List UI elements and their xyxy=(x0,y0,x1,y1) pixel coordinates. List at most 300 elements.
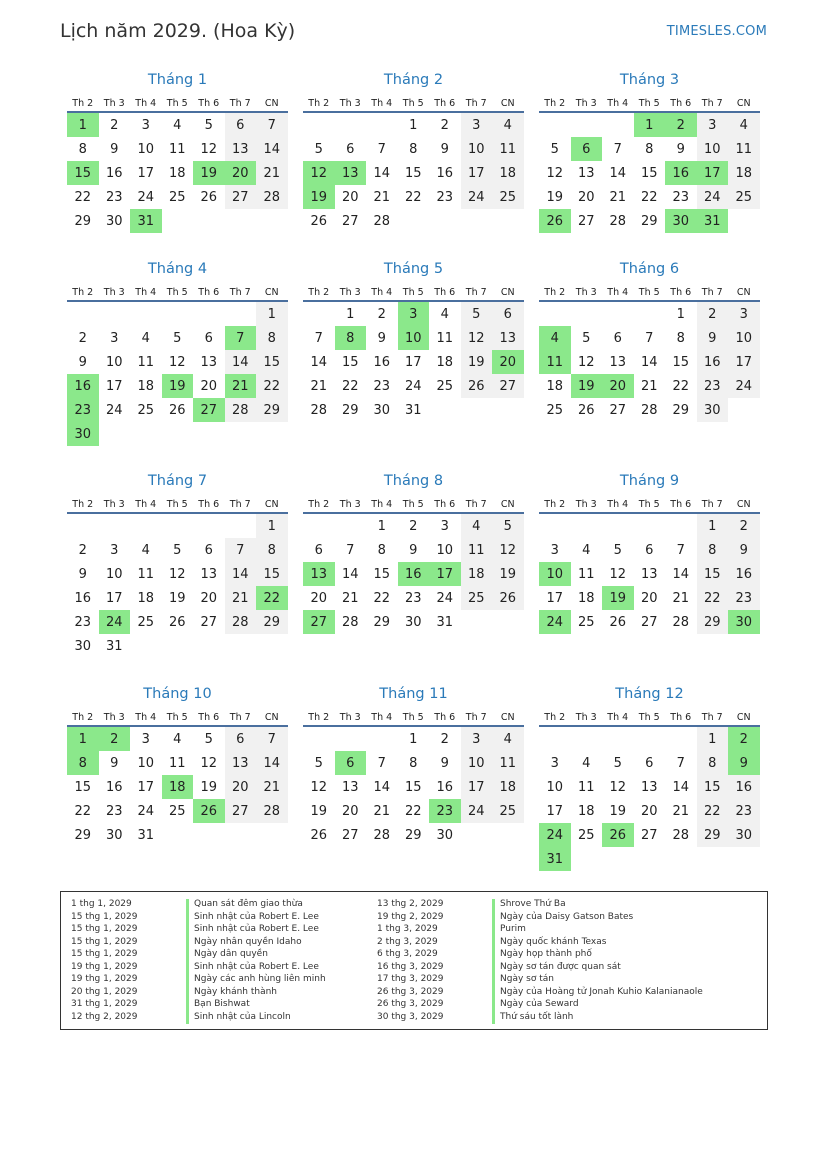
day-cell[interactable]: 19 xyxy=(461,350,493,374)
holiday-day-cell[interactable]: 15 xyxy=(67,161,99,185)
day-cell[interactable]: 18 xyxy=(728,161,760,185)
holiday-day-cell[interactable]: 1 xyxy=(634,113,666,137)
day-cell[interactable]: 28 xyxy=(310,402,328,418)
day-cell[interactable]: 6 xyxy=(204,330,213,346)
day-cell[interactable]: 13 xyxy=(200,354,218,370)
day-cell[interactable]: 16 xyxy=(436,779,454,795)
day-cell[interactable]: 3 xyxy=(440,518,449,534)
day-cell[interactable]: 15 xyxy=(256,562,288,586)
day-cell[interactable]: 22 xyxy=(672,378,690,394)
holiday-day-cell[interactable]: 30 xyxy=(665,209,697,233)
day-cell[interactable]: 9 xyxy=(409,542,418,558)
day-cell[interactable]: 23 xyxy=(105,189,123,205)
day-cell[interactable]: 10 xyxy=(137,141,155,157)
day-cell[interactable]: 18 xyxy=(137,590,155,606)
day-cell[interactable]: 29 xyxy=(672,402,690,418)
day-cell[interactable]: 18 xyxy=(492,161,524,185)
day-cell[interactable]: 28 xyxy=(256,799,288,823)
holiday-day-cell[interactable]: 8 xyxy=(335,326,367,350)
day-cell[interactable]: 20 xyxy=(200,378,218,394)
day-cell[interactable]: 20 xyxy=(225,775,257,799)
day-cell[interactable]: 29 xyxy=(341,402,359,418)
day-cell[interactable]: 25 xyxy=(137,614,155,630)
day-cell[interactable]: 20 xyxy=(577,189,595,205)
day-cell[interactable]: 3 xyxy=(141,117,150,133)
day-cell[interactable]: 21 xyxy=(341,590,359,606)
day-cell[interactable]: 18 xyxy=(546,378,564,394)
day-cell[interactable]: 16 xyxy=(728,775,760,799)
holiday-day-cell[interactable]: 8 xyxy=(67,751,99,775)
day-cell[interactable]: 16 xyxy=(728,562,760,586)
day-cell[interactable]: 6 xyxy=(314,542,323,558)
day-cell[interactable]: 11 xyxy=(492,751,524,775)
day-cell[interactable]: 21 xyxy=(373,189,391,205)
day-cell[interactable]: 30 xyxy=(697,398,729,422)
holiday-day-cell[interactable]: 10 xyxy=(398,326,430,350)
day-cell[interactable]: 9 xyxy=(78,354,87,370)
day-cell[interactable]: 22 xyxy=(74,803,92,819)
day-cell[interactable]: 11 xyxy=(137,566,155,582)
day-cell[interactable]: 22 xyxy=(373,590,391,606)
holiday-day-cell[interactable]: 20 xyxy=(225,161,257,185)
holiday-day-cell[interactable]: 6 xyxy=(335,751,367,775)
day-cell[interactable]: 23 xyxy=(373,378,391,394)
day-cell[interactable]: 21 xyxy=(609,189,627,205)
holiday-day-cell[interactable]: 20 xyxy=(492,350,524,374)
day-cell[interactable]: 26 xyxy=(310,213,328,229)
day-cell[interactable]: 27 xyxy=(609,402,627,418)
holiday-day-cell[interactable]: 2 xyxy=(99,727,131,751)
holiday-day-cell[interactable]: 22 xyxy=(256,586,288,610)
day-cell[interactable]: 17 xyxy=(461,775,493,799)
day-cell[interactable]: 8 xyxy=(676,330,685,346)
day-cell[interactable]: 12 xyxy=(168,566,186,582)
holiday-day-cell[interactable]: 2 xyxy=(728,727,760,751)
day-cell[interactable]: 29 xyxy=(74,827,92,843)
day-cell[interactable]: 15 xyxy=(404,779,422,795)
day-cell[interactable]: 26 xyxy=(461,374,493,398)
day-cell[interactable]: 22 xyxy=(404,189,422,205)
day-cell[interactable]: 1 xyxy=(697,514,729,538)
day-cell[interactable]: 28 xyxy=(225,398,257,422)
holiday-day-cell[interactable]: 6 xyxy=(571,137,603,161)
day-cell[interactable]: 14 xyxy=(640,354,658,370)
day-cell[interactable]: 14 xyxy=(225,350,257,374)
day-cell[interactable]: 15 xyxy=(373,566,391,582)
day-cell[interactable]: 31 xyxy=(137,827,155,843)
day-cell[interactable]: 24 xyxy=(728,374,760,398)
day-cell[interactable]: 2 xyxy=(440,117,449,133)
day-cell[interactable]: 13 xyxy=(341,779,359,795)
day-cell[interactable]: 8 xyxy=(256,538,288,562)
day-cell[interactable]: 22 xyxy=(640,189,658,205)
day-cell[interactable]: 30 xyxy=(436,827,454,843)
holiday-day-cell[interactable]: 23 xyxy=(429,799,461,823)
holiday-day-cell[interactable]: 26 xyxy=(193,799,225,823)
holiday-day-cell[interactable]: 1 xyxy=(67,727,99,751)
day-cell[interactable]: 28 xyxy=(341,614,359,630)
holiday-day-cell[interactable]: 7 xyxy=(225,326,257,350)
day-cell[interactable]: 3 xyxy=(461,727,493,751)
day-cell[interactable]: 10 xyxy=(461,751,493,775)
day-cell[interactable]: 27 xyxy=(225,185,257,209)
day-cell[interactable]: 3 xyxy=(461,113,493,137)
day-cell[interactable]: 10 xyxy=(137,755,155,771)
day-cell[interactable]: 2 xyxy=(78,542,87,558)
day-cell[interactable]: 5 xyxy=(204,731,213,747)
day-cell[interactable]: 4 xyxy=(461,514,493,538)
holiday-day-cell[interactable]: 12 xyxy=(303,161,335,185)
day-cell[interactable]: 24 xyxy=(461,185,493,209)
day-cell[interactable]: 7 xyxy=(377,141,386,157)
day-cell[interactable]: 14 xyxy=(609,165,627,181)
day-cell[interactable]: 8 xyxy=(697,538,729,562)
day-cell[interactable]: 12 xyxy=(310,779,328,795)
day-cell[interactable]: 26 xyxy=(577,402,595,418)
day-cell[interactable]: 26 xyxy=(492,586,524,610)
day-cell[interactable]: 10 xyxy=(546,779,564,795)
day-cell[interactable]: 24 xyxy=(105,402,123,418)
day-cell[interactable]: 3 xyxy=(550,542,559,558)
day-cell[interactable]: 30 xyxy=(404,614,422,630)
day-cell[interactable]: 20 xyxy=(341,803,359,819)
day-cell[interactable]: 15 xyxy=(672,354,690,370)
day-cell[interactable]: 18 xyxy=(168,165,186,181)
day-cell[interactable]: 5 xyxy=(173,542,182,558)
day-cell[interactable]: 29 xyxy=(373,614,391,630)
day-cell[interactable]: 13 xyxy=(225,751,257,775)
day-cell[interactable]: 9 xyxy=(110,755,119,771)
holiday-day-cell[interactable]: 2 xyxy=(665,113,697,137)
brand-link[interactable]: TIMESLES.COM xyxy=(666,24,767,39)
day-cell[interactable]: 25 xyxy=(461,586,493,610)
day-cell[interactable]: 14 xyxy=(225,562,257,586)
holiday-day-cell[interactable]: 27 xyxy=(303,610,335,634)
day-cell[interactable]: 7 xyxy=(377,755,386,771)
day-cell[interactable]: 16 xyxy=(373,354,391,370)
day-cell[interactable]: 24 xyxy=(404,378,422,394)
day-cell[interactable]: 31 xyxy=(404,402,422,418)
day-cell[interactable]: 7 xyxy=(256,113,288,137)
day-cell[interactable]: 21 xyxy=(256,775,288,799)
day-cell[interactable]: 5 xyxy=(550,141,559,157)
day-cell[interactable]: 2 xyxy=(697,302,729,326)
day-cell[interactable]: 4 xyxy=(141,330,150,346)
day-cell[interactable]: 11 xyxy=(728,137,760,161)
day-cell[interactable]: 29 xyxy=(256,610,288,634)
day-cell[interactable]: 26 xyxy=(168,614,186,630)
day-cell[interactable]: 31 xyxy=(105,638,123,654)
day-cell[interactable]: 27 xyxy=(341,213,359,229)
day-cell[interactable]: 25 xyxy=(577,827,595,843)
day-cell[interactable]: 30 xyxy=(373,402,391,418)
day-cell[interactable]: 14 xyxy=(256,137,288,161)
day-cell[interactable]: 24 xyxy=(697,185,729,209)
day-cell[interactable]: 25 xyxy=(168,189,186,205)
day-cell[interactable]: 11 xyxy=(137,354,155,370)
day-cell[interactable]: 5 xyxy=(461,302,493,326)
day-cell[interactable]: 6 xyxy=(225,727,257,751)
day-cell[interactable]: 10 xyxy=(436,542,454,558)
day-cell[interactable]: 5 xyxy=(582,330,591,346)
day-cell[interactable]: 11 xyxy=(577,566,595,582)
day-cell[interactable]: 6 xyxy=(645,542,654,558)
holiday-day-cell[interactable]: 19 xyxy=(571,374,603,398)
day-cell[interactable]: 11 xyxy=(436,330,454,346)
day-cell[interactable]: 2 xyxy=(440,731,449,747)
day-cell[interactable]: 17 xyxy=(137,165,155,181)
day-cell[interactable]: 2 xyxy=(110,117,119,133)
day-cell[interactable]: 15 xyxy=(640,165,658,181)
day-cell[interactable]: 10 xyxy=(105,566,123,582)
day-cell[interactable]: 30 xyxy=(74,638,92,654)
day-cell[interactable]: 14 xyxy=(373,779,391,795)
day-cell[interactable]: 17 xyxy=(137,779,155,795)
day-cell[interactable]: 25 xyxy=(577,614,595,630)
day-cell[interactable]: 4 xyxy=(492,113,524,137)
day-cell[interactable]: 18 xyxy=(577,590,595,606)
day-cell[interactable]: 21 xyxy=(225,586,257,610)
day-cell[interactable]: 3 xyxy=(697,113,729,137)
day-cell[interactable]: 12 xyxy=(200,141,218,157)
day-cell[interactable]: 25 xyxy=(168,803,186,819)
day-cell[interactable]: 5 xyxy=(613,542,622,558)
day-cell[interactable]: 5 xyxy=(314,141,323,157)
day-cell[interactable]: 22 xyxy=(697,586,729,610)
day-cell[interactable]: 4 xyxy=(582,542,591,558)
day-cell[interactable]: 9 xyxy=(728,538,760,562)
day-cell[interactable]: 1 xyxy=(697,727,729,751)
day-cell[interactable]: 22 xyxy=(256,374,288,398)
day-cell[interactable]: 29 xyxy=(404,827,422,843)
holiday-day-cell[interactable]: 4 xyxy=(539,326,571,350)
day-cell[interactable]: 14 xyxy=(256,751,288,775)
day-cell[interactable]: 8 xyxy=(645,141,654,157)
day-cell[interactable]: 20 xyxy=(640,590,658,606)
day-cell[interactable]: 28 xyxy=(256,185,288,209)
day-cell[interactable]: 30 xyxy=(105,213,123,229)
day-cell[interactable]: 7 xyxy=(256,727,288,751)
holiday-day-cell[interactable]: 24 xyxy=(539,823,571,847)
day-cell[interactable]: 13 xyxy=(492,326,524,350)
day-cell[interactable]: 5 xyxy=(204,117,213,133)
day-cell[interactable]: 13 xyxy=(225,137,257,161)
day-cell[interactable]: 18 xyxy=(492,775,524,799)
day-cell[interactable]: 1 xyxy=(346,306,355,322)
holiday-day-cell[interactable]: 30 xyxy=(67,422,99,446)
day-cell[interactable]: 9 xyxy=(377,330,386,346)
day-cell[interactable]: 1 xyxy=(377,518,386,534)
day-cell[interactable]: 7 xyxy=(225,538,257,562)
day-cell[interactable]: 9 xyxy=(78,566,87,582)
day-cell[interactable]: 21 xyxy=(672,590,690,606)
day-cell[interactable]: 10 xyxy=(697,137,729,161)
day-cell[interactable]: 1 xyxy=(409,117,418,133)
day-cell[interactable]: 1 xyxy=(256,514,288,538)
day-cell[interactable]: 27 xyxy=(200,614,218,630)
day-cell[interactable]: 21 xyxy=(373,803,391,819)
day-cell[interactable]: 19 xyxy=(200,779,218,795)
day-cell[interactable]: 25 xyxy=(436,378,454,394)
day-cell[interactable]: 17 xyxy=(105,378,123,394)
day-cell[interactable]: 2 xyxy=(78,330,87,346)
day-cell[interactable]: 2 xyxy=(409,518,418,534)
day-cell[interactable]: 29 xyxy=(256,398,288,422)
day-cell[interactable]: 21 xyxy=(256,161,288,185)
day-cell[interactable]: 14 xyxy=(341,566,359,582)
holiday-day-cell[interactable]: 3 xyxy=(398,302,430,326)
day-cell[interactable]: 5 xyxy=(613,755,622,771)
holiday-day-cell[interactable]: 19 xyxy=(303,185,335,209)
day-cell[interactable]: 11 xyxy=(461,538,493,562)
day-cell[interactable]: 14 xyxy=(373,165,391,181)
day-cell[interactable]: 3 xyxy=(141,731,150,747)
day-cell[interactable]: 12 xyxy=(577,354,595,370)
day-cell[interactable]: 2 xyxy=(377,306,386,322)
day-cell[interactable]: 28 xyxy=(225,610,257,634)
day-cell[interactable]: 20 xyxy=(640,803,658,819)
holiday-day-cell[interactable]: 16 xyxy=(665,161,697,185)
day-cell[interactable]: 26 xyxy=(609,614,627,630)
day-cell[interactable]: 28 xyxy=(373,827,391,843)
day-cell[interactable]: 6 xyxy=(204,542,213,558)
day-cell[interactable]: 7 xyxy=(314,330,323,346)
holiday-day-cell[interactable]: 19 xyxy=(193,161,225,185)
holiday-day-cell[interactable]: 16 xyxy=(67,374,99,398)
day-cell[interactable]: 24 xyxy=(461,799,493,823)
day-cell[interactable]: 23 xyxy=(74,614,92,630)
day-cell[interactable]: 22 xyxy=(697,799,729,823)
holiday-day-cell[interactable]: 13 xyxy=(335,161,367,185)
day-cell[interactable]: 8 xyxy=(256,326,288,350)
holiday-day-cell[interactable]: 11 xyxy=(539,350,571,374)
day-cell[interactable]: 10 xyxy=(728,326,760,350)
day-cell[interactable]: 28 xyxy=(672,614,690,630)
day-cell[interactable]: 16 xyxy=(105,779,123,795)
day-cell[interactable]: 3 xyxy=(110,330,119,346)
day-cell[interactable]: 28 xyxy=(373,213,391,229)
day-cell[interactable]: 25 xyxy=(492,799,524,823)
day-cell[interactable]: 15 xyxy=(404,165,422,181)
holiday-day-cell[interactable]: 31 xyxy=(130,209,162,233)
day-cell[interactable]: 5 xyxy=(492,514,524,538)
day-cell[interactable]: 9 xyxy=(110,141,119,157)
holiday-day-cell[interactable]: 19 xyxy=(602,586,634,610)
day-cell[interactable]: 21 xyxy=(672,803,690,819)
day-cell[interactable]: 19 xyxy=(609,803,627,819)
day-cell[interactable]: 16 xyxy=(436,165,454,181)
day-cell[interactable]: 9 xyxy=(440,755,449,771)
day-cell[interactable]: 27 xyxy=(640,827,658,843)
day-cell[interactable]: 17 xyxy=(461,161,493,185)
holiday-day-cell[interactable]: 24 xyxy=(539,610,571,634)
day-cell[interactable]: 29 xyxy=(697,823,729,847)
day-cell[interactable]: 27 xyxy=(577,213,595,229)
day-cell[interactable]: 4 xyxy=(728,113,760,137)
day-cell[interactable]: 26 xyxy=(200,189,218,205)
day-cell[interactable]: 21 xyxy=(640,378,658,394)
holiday-day-cell[interactable]: 1 xyxy=(67,113,99,137)
day-cell[interactable]: 18 xyxy=(577,803,595,819)
holiday-day-cell[interactable]: 17 xyxy=(429,562,461,586)
day-cell[interactable]: 1 xyxy=(676,306,685,322)
day-cell[interactable]: 17 xyxy=(728,350,760,374)
day-cell[interactable]: 3 xyxy=(728,302,760,326)
day-cell[interactable]: 8 xyxy=(78,141,87,157)
holiday-day-cell[interactable]: 20 xyxy=(602,374,634,398)
day-cell[interactable]: 14 xyxy=(672,566,690,582)
day-cell[interactable]: 19 xyxy=(168,590,186,606)
day-cell[interactable]: 18 xyxy=(436,354,454,370)
day-cell[interactable]: 5 xyxy=(173,330,182,346)
holiday-day-cell[interactable]: 19 xyxy=(162,374,194,398)
day-cell[interactable]: 19 xyxy=(492,562,524,586)
day-cell[interactable]: 31 xyxy=(436,614,454,630)
day-cell[interactable]: 1 xyxy=(409,731,418,747)
day-cell[interactable]: 23 xyxy=(105,803,123,819)
day-cell[interactable]: 17 xyxy=(546,803,564,819)
holiday-day-cell[interactable]: 13 xyxy=(303,562,335,586)
day-cell[interactable]: 18 xyxy=(137,378,155,394)
day-cell[interactable]: 27 xyxy=(492,374,524,398)
day-cell[interactable]: 11 xyxy=(577,779,595,795)
day-cell[interactable]: 25 xyxy=(137,402,155,418)
day-cell[interactable]: 12 xyxy=(168,354,186,370)
day-cell[interactable]: 7 xyxy=(346,542,355,558)
day-cell[interactable]: 9 xyxy=(676,141,685,157)
day-cell[interactable]: 2 xyxy=(728,514,760,538)
day-cell[interactable]: 12 xyxy=(492,538,524,562)
day-cell[interactable]: 13 xyxy=(577,165,595,181)
holiday-day-cell[interactable]: 26 xyxy=(539,209,571,233)
day-cell[interactable]: 4 xyxy=(173,117,182,133)
holiday-day-cell[interactable]: 26 xyxy=(602,823,634,847)
holiday-day-cell[interactable]: 10 xyxy=(539,562,571,586)
day-cell[interactable]: 19 xyxy=(546,189,564,205)
day-cell[interactable]: 29 xyxy=(697,610,729,634)
day-cell[interactable]: 25 xyxy=(546,402,564,418)
day-cell[interactable]: 23 xyxy=(404,590,422,606)
day-cell[interactable]: 17 xyxy=(105,590,123,606)
day-cell[interactable]: 10 xyxy=(461,137,493,161)
day-cell[interactable]: 16 xyxy=(697,350,729,374)
day-cell[interactable]: 7 xyxy=(645,330,654,346)
day-cell[interactable]: 1 xyxy=(256,302,288,326)
day-cell[interactable]: 27 xyxy=(225,799,257,823)
day-cell[interactable]: 30 xyxy=(105,827,123,843)
day-cell[interactable]: 7 xyxy=(676,755,685,771)
day-cell[interactable]: 14 xyxy=(310,354,328,370)
day-cell[interactable]: 8 xyxy=(377,542,386,558)
holiday-day-cell[interactable]: 30 xyxy=(728,610,760,634)
day-cell[interactable]: 4 xyxy=(141,542,150,558)
day-cell[interactable]: 12 xyxy=(609,566,627,582)
day-cell[interactable]: 27 xyxy=(640,614,658,630)
day-cell[interactable]: 11 xyxy=(492,137,524,161)
day-cell[interactable]: 26 xyxy=(168,402,186,418)
day-cell[interactable]: 17 xyxy=(546,590,564,606)
day-cell[interactable]: 21 xyxy=(310,378,328,394)
day-cell[interactable]: 9 xyxy=(440,141,449,157)
day-cell[interactable]: 13 xyxy=(640,779,658,795)
day-cell[interactable]: 22 xyxy=(404,803,422,819)
holiday-day-cell[interactable]: 17 xyxy=(697,161,729,185)
day-cell[interactable]: 20 xyxy=(200,590,218,606)
day-cell[interactable]: 6 xyxy=(613,330,622,346)
day-cell[interactable]: 24 xyxy=(436,590,454,606)
day-cell[interactable]: 20 xyxy=(341,189,359,205)
day-cell[interactable]: 3 xyxy=(110,542,119,558)
